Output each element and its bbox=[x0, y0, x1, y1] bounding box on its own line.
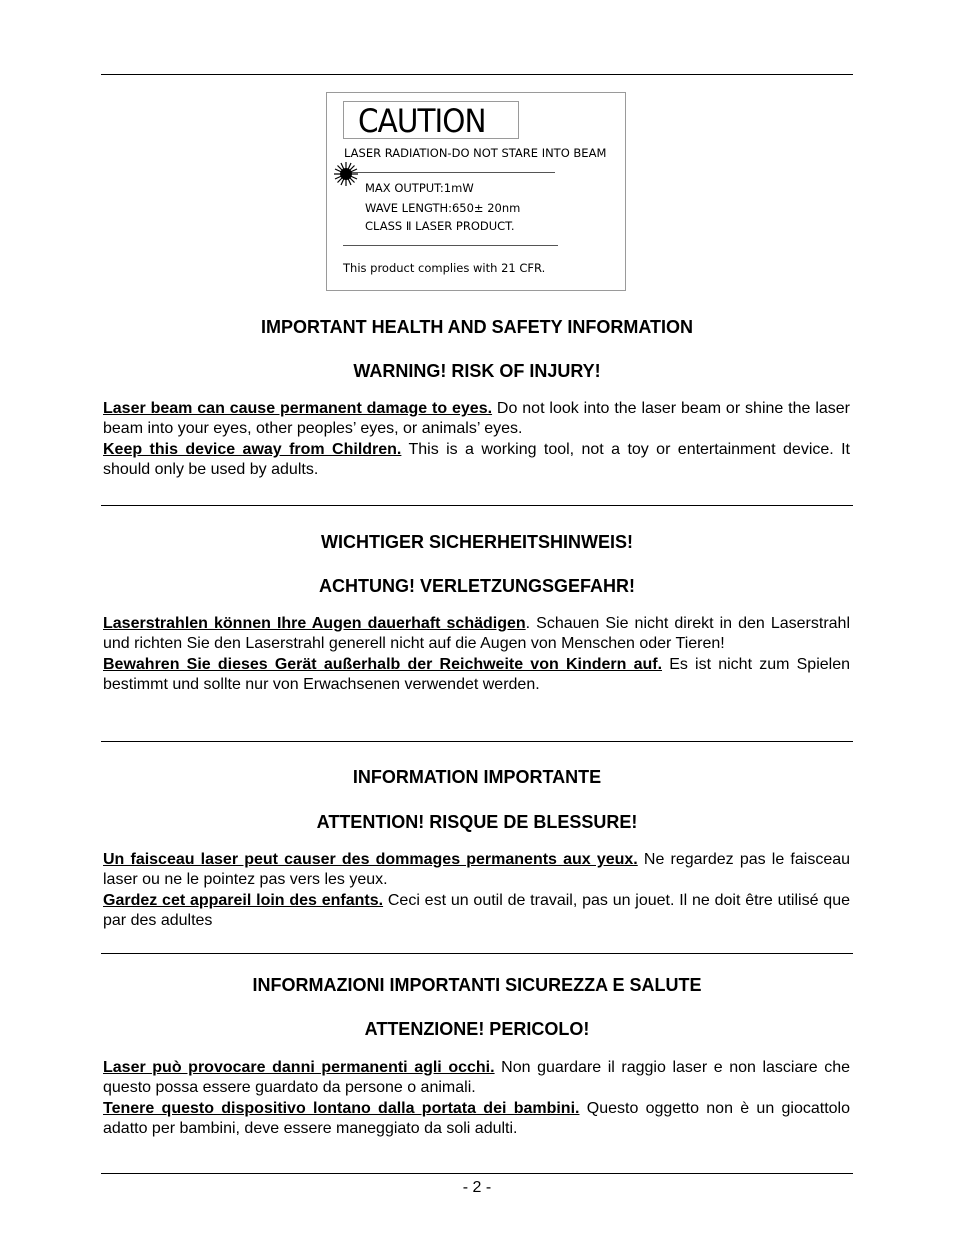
section-it-p1-bold: Laser può provocare danni permanenti agli occhi. bbox=[103, 1059, 495, 1076]
top-rule bbox=[101, 74, 853, 75]
section-fr-p1-bold: Un faisceau laser peut causer des dommages permanents aux yeux. bbox=[103, 851, 638, 868]
section-en-p2-bold: Keep this device away from Children. bbox=[103, 440, 402, 458]
section-de-p1-bold: Laserstrahlen können Ihre Augen dauerhaft schädigen bbox=[103, 615, 526, 632]
label-divider-top bbox=[351, 172, 555, 173]
section-en-p1-text: Do not look into the laser beam or shine the laser beam into your eyes, other peoples’ eyes, or animals’ eyes. bbox=[103, 400, 850, 438]
section-it-warning: ATTENZIONE! PERICOLO! bbox=[364, 1019, 590, 1039]
laser-starburst-icon bbox=[333, 161, 359, 187]
caution-title: CAUTION bbox=[358, 102, 486, 140]
section-fr-heading: INFORMATION IMPORTANTE bbox=[352, 767, 602, 787]
section-fr-paragraph bbox=[103, 850, 850, 931]
page-number: - 2 - bbox=[462, 1179, 492, 1196]
section-divider bbox=[101, 505, 853, 506]
section-en-p2-text: This is a working tool, not a toy or entertainment device. It should only be used by adults. bbox=[103, 440, 851, 478]
section-en-warning: WARNING! RISK OF INJURY! bbox=[353, 361, 601, 381]
section-fr-p2-bold: Gardez cet appareil loin des enfants. bbox=[103, 891, 384, 909]
caution-title-frame bbox=[343, 101, 519, 139]
section-de-p1-text: . Schauen Sie nicht direkt in den Laserstrahl und richten Sie den Laserstrahl generell nicht auf die Augen von Menschen oder Tieren! bbox=[103, 615, 850, 653]
section-divider bbox=[101, 741, 853, 742]
footer-rule bbox=[101, 1173, 853, 1174]
label-divider-bottom bbox=[343, 245, 558, 246]
section-de-paragraph bbox=[103, 614, 850, 695]
section-de-p2-text: Es ist nicht zum Spielen bestimmt und sollte nur von Erwachsenen verwendet werden. bbox=[103, 655, 850, 693]
wave-length-text: WAVE LENGTH:650± 20nm bbox=[365, 201, 521, 215]
section-it-heading: INFORMAZIONI IMPORTANTI SICUREZZA E SALUTE bbox=[252, 975, 702, 995]
compliance-text: This product complies with 21 CFR. bbox=[343, 261, 546, 275]
section-en-heading: IMPORTANT HEALTH AND SAFETY INFORMATION bbox=[261, 317, 693, 337]
section-it-p2-bold: Tenere questo dispositivo lontano dalla portata dei bambini. bbox=[103, 1099, 580, 1117]
section-fr-p1-text: Ne regardez pas le faisceau laser ou ne le pointez pas vers les yeux. bbox=[103, 851, 851, 889]
section-fr-warning: ATTENTION! RISQUE DE BLESSURE! bbox=[316, 812, 638, 832]
section-it-p1-text: Non guardare il raggio laser e non lasciare che questo possa essere guardato da persone o animali. bbox=[103, 1059, 850, 1097]
section-de-heading: WICHTIGER SICHERHEITSHINWEIS! bbox=[320, 532, 633, 552]
section-de-warning: ACHTUNG! VERLETZUNGSGEFAHR! bbox=[319, 576, 635, 596]
max-output-text: MAX OUTPUT:1mW bbox=[365, 181, 474, 195]
laser-class-text: CLASS Ⅱ LASER PRODUCT. bbox=[365, 219, 515, 233]
caution-label bbox=[326, 92, 626, 291]
section-divider bbox=[101, 953, 853, 954]
section-fr-p2-text: Ceci est un outil de travail, pas un jouet. Il ne doit être utilisé que par des adultes bbox=[103, 891, 850, 929]
section-it-p2-text: Questo oggetto non è un giocattolo adatto per bambini, deve essere maneggiato da soli adulti. bbox=[103, 1099, 850, 1137]
section-it-paragraph bbox=[103, 1058, 850, 1139]
section-en-paragraph bbox=[103, 399, 850, 480]
laser-warning-text: LASER RADIATION-DO NOT STARE INTO BEAM bbox=[344, 146, 607, 160]
section-en-p1-bold: Laser beam can cause permanent damage to eyes. bbox=[103, 400, 493, 417]
section-de-p2-bold: Bewahren Sie dieses Gerät außerhalb der Reichweite von Kindern auf. bbox=[103, 655, 663, 673]
